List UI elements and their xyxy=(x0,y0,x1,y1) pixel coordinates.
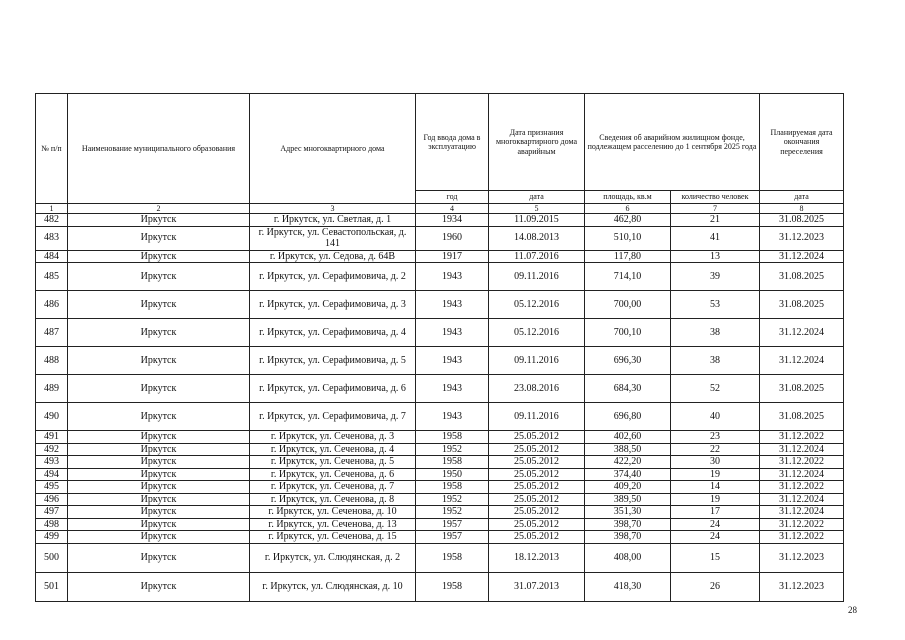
unit-end-date: дата xyxy=(760,191,844,204)
end-date: 31.12.2023 xyxy=(760,572,844,601)
people-count: 38 xyxy=(671,347,760,375)
table-row xyxy=(36,214,844,227)
column-number: 6 xyxy=(585,204,671,214)
address: г. Иркутск, ул. Сеченова, д. 10 xyxy=(250,506,416,519)
people-count: 38 xyxy=(671,319,760,347)
recognition-date: 05.12.2016 xyxy=(489,319,585,347)
table-row xyxy=(36,347,844,375)
area: 351,30 xyxy=(585,506,671,519)
table-row xyxy=(36,403,844,431)
address: г. Иркутск, ул. Сеченова, д. 5 xyxy=(250,456,416,469)
year: 1943 xyxy=(416,347,489,375)
address: г. Иркутск, ул. Сеченова, д. 7 xyxy=(250,481,416,494)
table-row xyxy=(36,543,844,572)
end-date: 31.12.2024 xyxy=(760,493,844,506)
address: г. Иркутск, ул. Севастопольская, д. 141 xyxy=(250,226,416,250)
people-count: 41 xyxy=(671,226,760,250)
end-date: 31.12.2022 xyxy=(760,481,844,494)
table-row xyxy=(36,531,844,544)
area: 422,20 xyxy=(585,456,671,469)
page-number: 28 xyxy=(848,605,857,615)
municipality: Иркутск xyxy=(68,291,250,319)
end-date: 31.08.2025 xyxy=(760,403,844,431)
address: г. Иркутск, ул. Сеченова, д. 3 xyxy=(250,431,416,444)
year: 1952 xyxy=(416,506,489,519)
recognition-date: 31.07.2013 xyxy=(489,572,585,601)
address: г. Иркутск, ул. Сеченова, д. 4 xyxy=(250,443,416,456)
recognition-date: 09.11.2016 xyxy=(489,263,585,291)
area: 684,30 xyxy=(585,375,671,403)
people-count: 22 xyxy=(671,443,760,456)
address: г. Иркутск, ул. Серафимовича, д. 6 xyxy=(250,375,416,403)
column-number: 1 xyxy=(36,204,68,214)
year: 1943 xyxy=(416,403,489,431)
year: 1934 xyxy=(416,214,489,227)
header-address: Адрес многоквартирного дома xyxy=(250,94,416,204)
column-number: 5 xyxy=(489,204,585,214)
address: г. Иркутск, ул. Серафимовича, д. 3 xyxy=(250,291,416,319)
people-count: 53 xyxy=(671,291,760,319)
year: 1950 xyxy=(416,468,489,481)
address: г. Иркутск, ул. Сеченова, д. 15 xyxy=(250,531,416,544)
area: 700,10 xyxy=(585,319,671,347)
area: 700,00 xyxy=(585,291,671,319)
area: 389,50 xyxy=(585,493,671,506)
recognition-date: 09.11.2016 xyxy=(489,403,585,431)
unit-date: дата xyxy=(489,191,585,204)
address: г. Иркутск, ул. Светлая, д. 1 xyxy=(250,214,416,227)
area: 510,10 xyxy=(585,226,671,250)
year: 1957 xyxy=(416,518,489,531)
people-count: 19 xyxy=(671,468,760,481)
row-number: 491 xyxy=(36,431,68,444)
address: г. Иркутск, ул. Слюдянская, д. 2 xyxy=(250,543,416,572)
area: 418,30 xyxy=(585,572,671,601)
people-count: 15 xyxy=(671,543,760,572)
municipality: Иркутск xyxy=(68,493,250,506)
header-recognition-date: Дата признания многоквартирного дома аварийным xyxy=(489,94,585,191)
end-date: 31.08.2025 xyxy=(760,214,844,227)
end-date: 31.12.2023 xyxy=(760,226,844,250)
year: 1943 xyxy=(416,291,489,319)
address: г. Иркутск, ул. Слюдянская, д. 10 xyxy=(250,572,416,601)
end-date: 31.12.2024 xyxy=(760,319,844,347)
recognition-date: 18.12.2013 xyxy=(489,543,585,572)
recognition-date: 25.05.2012 xyxy=(489,493,585,506)
area: 388,50 xyxy=(585,443,671,456)
housing-table xyxy=(35,93,844,602)
people-count: 30 xyxy=(671,456,760,469)
table-row xyxy=(36,250,844,263)
municipality: Иркутск xyxy=(68,468,250,481)
row-number: 500 xyxy=(36,543,68,572)
recognition-date: 25.05.2012 xyxy=(489,468,585,481)
municipality: Иркутск xyxy=(68,543,250,572)
area: 408,00 xyxy=(585,543,671,572)
year: 1943 xyxy=(416,263,489,291)
table-row xyxy=(36,226,844,250)
end-date: 31.08.2025 xyxy=(760,375,844,403)
municipality: Иркутск xyxy=(68,572,250,601)
row-number: 492 xyxy=(36,443,68,456)
row-number: 483 xyxy=(36,226,68,250)
end-date: 31.12.2024 xyxy=(760,347,844,375)
table-row xyxy=(36,456,844,469)
area: 696,80 xyxy=(585,403,671,431)
table-row xyxy=(36,291,844,319)
year: 1917 xyxy=(416,250,489,263)
municipality: Иркутск xyxy=(68,250,250,263)
municipality: Иркутск xyxy=(68,347,250,375)
year: 1957 xyxy=(416,531,489,544)
recognition-date: 25.05.2012 xyxy=(489,518,585,531)
header-municipality: Наименование муниципального образования xyxy=(68,94,250,204)
row-number: 489 xyxy=(36,375,68,403)
table-row xyxy=(36,468,844,481)
people-count: 40 xyxy=(671,403,760,431)
address: г. Иркутск, ул. Сеченова, д. 8 xyxy=(250,493,416,506)
table-row xyxy=(36,572,844,601)
area: 409,20 xyxy=(585,481,671,494)
municipality: Иркутск xyxy=(68,431,250,444)
row-number: 488 xyxy=(36,347,68,375)
row-number: 496 xyxy=(36,493,68,506)
row-number: 490 xyxy=(36,403,68,431)
year: 1943 xyxy=(416,375,489,403)
table-row xyxy=(36,443,844,456)
year: 1958 xyxy=(416,481,489,494)
unit-area: площадь, кв.м xyxy=(585,191,671,204)
area: 117,80 xyxy=(585,250,671,263)
end-date: 31.12.2023 xyxy=(760,543,844,572)
end-date: 31.12.2024 xyxy=(760,468,844,481)
address: г. Иркутск, ул. Серафимовича, д. 5 xyxy=(250,347,416,375)
end-date: 31.12.2022 xyxy=(760,518,844,531)
table-row xyxy=(36,518,844,531)
row-number: 501 xyxy=(36,572,68,601)
recognition-date: 23.08.2016 xyxy=(489,375,585,403)
table-row xyxy=(36,493,844,506)
table-row xyxy=(36,319,844,347)
end-date: 31.12.2024 xyxy=(760,506,844,519)
municipality: Иркутск xyxy=(68,226,250,250)
year: 1952 xyxy=(416,443,489,456)
row-number: 498 xyxy=(36,518,68,531)
end-date: 31.12.2022 xyxy=(760,431,844,444)
year: 1958 xyxy=(416,431,489,444)
table-row xyxy=(36,431,844,444)
year: 1943 xyxy=(416,319,489,347)
people-count: 13 xyxy=(671,250,760,263)
recognition-date: 11.07.2016 xyxy=(489,250,585,263)
municipality: Иркутск xyxy=(68,375,250,403)
area: 398,70 xyxy=(585,531,671,544)
area: 696,30 xyxy=(585,347,671,375)
area: 398,70 xyxy=(585,518,671,531)
municipality: Иркутск xyxy=(68,214,250,227)
recognition-date: 14.08.2013 xyxy=(489,226,585,250)
column-number: 4 xyxy=(416,204,489,214)
row-number: 486 xyxy=(36,291,68,319)
municipality: Иркутск xyxy=(68,531,250,544)
header-number: № п/п xyxy=(36,94,68,204)
address: г. Иркутск, ул. Серафимовича, д. 4 xyxy=(250,319,416,347)
table-row xyxy=(36,263,844,291)
table-row xyxy=(36,481,844,494)
year: 1958 xyxy=(416,572,489,601)
unit-year: год xyxy=(416,191,489,204)
municipality: Иркутск xyxy=(68,443,250,456)
municipality: Иркутск xyxy=(68,319,250,347)
end-date: 31.12.2024 xyxy=(760,443,844,456)
people-count: 23 xyxy=(671,431,760,444)
recognition-date: 11.09.2015 xyxy=(489,214,585,227)
row-number: 484 xyxy=(36,250,68,263)
people-count: 39 xyxy=(671,263,760,291)
recognition-date: 25.05.2012 xyxy=(489,443,585,456)
people-count: 21 xyxy=(671,214,760,227)
row-number: 499 xyxy=(36,531,68,544)
column-number: 7 xyxy=(671,204,760,214)
row-number: 495 xyxy=(36,481,68,494)
recognition-date: 25.05.2012 xyxy=(489,506,585,519)
people-count: 52 xyxy=(671,375,760,403)
address: г. Иркутск, ул. Серафимовича, д. 7 xyxy=(250,403,416,431)
end-date: 31.12.2024 xyxy=(760,250,844,263)
people-count: 19 xyxy=(671,493,760,506)
header-housing-info: Сведения об аварийном жилищном фонде, подлежащем расселению до 1 сентября 2025 года xyxy=(585,94,760,191)
municipality: Иркутск xyxy=(68,403,250,431)
row-number: 493 xyxy=(36,456,68,469)
municipality: Иркутск xyxy=(68,481,250,494)
end-date: 31.08.2025 xyxy=(760,291,844,319)
area: 374,40 xyxy=(585,468,671,481)
end-date: 31.12.2022 xyxy=(760,456,844,469)
column-number-row xyxy=(36,204,844,214)
municipality: Иркутск xyxy=(68,263,250,291)
municipality: Иркутск xyxy=(68,456,250,469)
year: 1960 xyxy=(416,226,489,250)
header-year: Год ввода дома в эксплуатацию xyxy=(416,94,489,191)
year: 1952 xyxy=(416,493,489,506)
municipality: Иркутск xyxy=(68,518,250,531)
header-end-date: Планируемая дата окончания переселения xyxy=(760,94,844,191)
area: 714,10 xyxy=(585,263,671,291)
year: 1958 xyxy=(416,543,489,572)
year: 1958 xyxy=(416,456,489,469)
column-number: 8 xyxy=(760,204,844,214)
recognition-date: 05.12.2016 xyxy=(489,291,585,319)
row-number: 497 xyxy=(36,506,68,519)
area: 402,60 xyxy=(585,431,671,444)
people-count: 24 xyxy=(671,518,760,531)
row-number: 482 xyxy=(36,214,68,227)
recognition-date: 25.05.2012 xyxy=(489,531,585,544)
people-count: 17 xyxy=(671,506,760,519)
column-number: 2 xyxy=(68,204,250,214)
recognition-date: 09.11.2016 xyxy=(489,347,585,375)
address: г. Иркутск, ул. Сеченова, д. 6 xyxy=(250,468,416,481)
recognition-date: 25.05.2012 xyxy=(489,456,585,469)
column-number: 3 xyxy=(250,204,416,214)
people-count: 26 xyxy=(671,572,760,601)
row-number: 485 xyxy=(36,263,68,291)
address: г. Иркутск, ул. Сеченова, д. 13 xyxy=(250,518,416,531)
address: г. Иркутск, ул. Седова, д. 64В xyxy=(250,250,416,263)
end-date: 31.12.2022 xyxy=(760,531,844,544)
table-row xyxy=(36,506,844,519)
row-number: 487 xyxy=(36,319,68,347)
people-count: 24 xyxy=(671,531,760,544)
table-row xyxy=(36,375,844,403)
row-number: 494 xyxy=(36,468,68,481)
recognition-date: 25.05.2012 xyxy=(489,481,585,494)
area: 462,80 xyxy=(585,214,671,227)
address: г. Иркутск, ул. Серафимовича, д. 2 xyxy=(250,263,416,291)
municipality: Иркутск xyxy=(68,506,250,519)
recognition-date: 25.05.2012 xyxy=(489,431,585,444)
unit-people: количество человек xyxy=(671,191,760,204)
end-date: 31.08.2025 xyxy=(760,263,844,291)
people-count: 14 xyxy=(671,481,760,494)
